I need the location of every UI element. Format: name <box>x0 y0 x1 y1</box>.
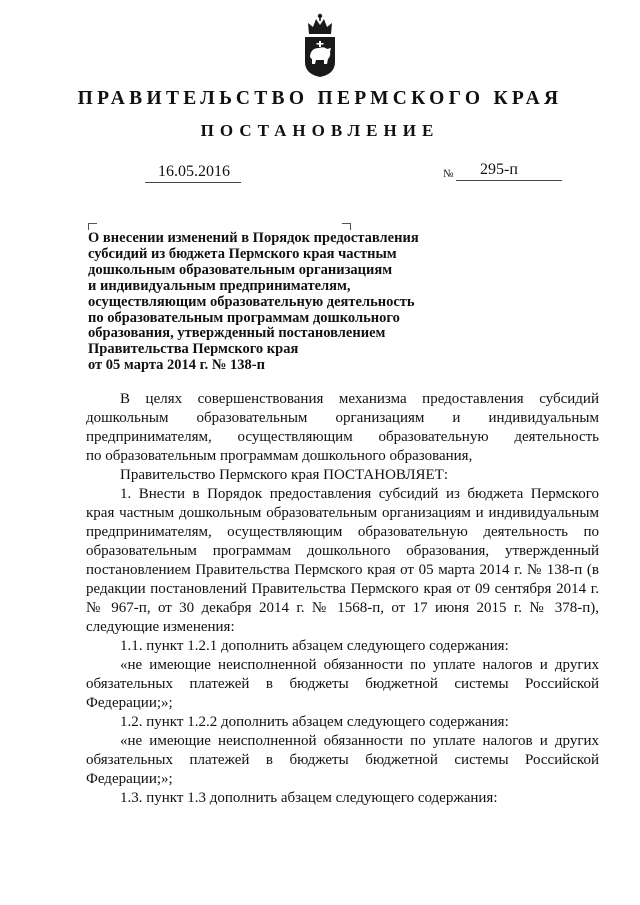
subject-line: О внесении изменений в Порядок предоставления <box>88 230 419 246</box>
preamble-line: В целях совершенствования механизма предоставления субсидий <box>120 391 599 407</box>
date-underline <box>145 182 241 183</box>
subject-line: и индивидуальным предпринимателям, <box>88 277 351 294</box>
preamble-line: предпринимателям, осуществляющим образовательную деятельность <box>86 429 599 445</box>
subject-bracket-left <box>88 223 97 230</box>
subject-line: субсидий из бюджета Пермского края частным <box>88 245 397 262</box>
document-subject <box>88 231 448 374</box>
subject-line: осуществляющим образовательную деятельность <box>88 293 415 310</box>
clause-1-2: 1.2. пункт 1.2.2 дополнить абзацем следующего содержания: <box>120 714 509 730</box>
document-body <box>86 390 599 808</box>
subject-line: по образовательным программам дошкольного <box>88 309 400 326</box>
document-number: 295-п <box>480 161 518 178</box>
preamble-line: дошкольным образовательным организациям и индивидуальным <box>86 410 599 426</box>
government-title: ПРАВИТЕЛЬСТВО ПЕРМСКОГО КРАЯ <box>77 88 563 109</box>
clause-1-1: 1.1. пункт 1.2.1 дополнить абзацем следующего содержания: <box>120 638 509 654</box>
resolution-statement: Правительство Пермского края ПОСТАНОВЛЯЕТ: <box>120 467 449 483</box>
number-sign: № <box>443 168 454 180</box>
clause-1-2-text: «не имеющие неисполненной обязанности по уплате налогов и других обязательных платежей в бюджеты бюджетной системы Российской Федерации;»; <box>86 733 599 787</box>
preamble-line: по образовательным программам дошкольного образования, <box>86 448 473 464</box>
document-date: 16.05.2016 <box>158 163 230 180</box>
subject-line: от 05 марта 2014 г. № 138-п <box>88 357 265 374</box>
clause-1-1-text: «не имеющие неисполненной обязанности по уплате налогов и других обязательных платежей в бюджеты бюджетной системы Российской Федерации;»; <box>86 657 599 711</box>
subject-line: Правительства Пермского края <box>88 341 299 358</box>
document-type: ПОСТАНОВЛЕНИЕ <box>200 121 440 140</box>
clause-1: 1. Внести в Порядок предоставления субсидий из бюджета Пермского края частным дошкольным образовательным организациям и индивидуальным предпринимателям, осуществляющим образовательную деятельность по образовательным программам дошкольного образования, утвержденный постановлением Правительства Пермского края от 05 марта 2014 г. № 138-п (в редакции постановлений Правительства Пермского края от 09 сентября 2014 г. № 967-п, от 30 декабря 2014 г. № 1568-п, от 17 июня 2015 г. № 378-п), следующие изменения: <box>86 486 599 635</box>
subject-line: дошкольным образовательным организациям <box>88 261 393 278</box>
coat-of-arms-icon <box>300 12 340 78</box>
subject-line: образования, утвержденный постановлением <box>88 325 386 342</box>
number-underline <box>456 180 562 181</box>
clause-1-3: 1.3. пункт 1.3 дополнить абзацем следующего содержания: <box>120 790 498 806</box>
subject-bracket-right <box>342 223 351 230</box>
